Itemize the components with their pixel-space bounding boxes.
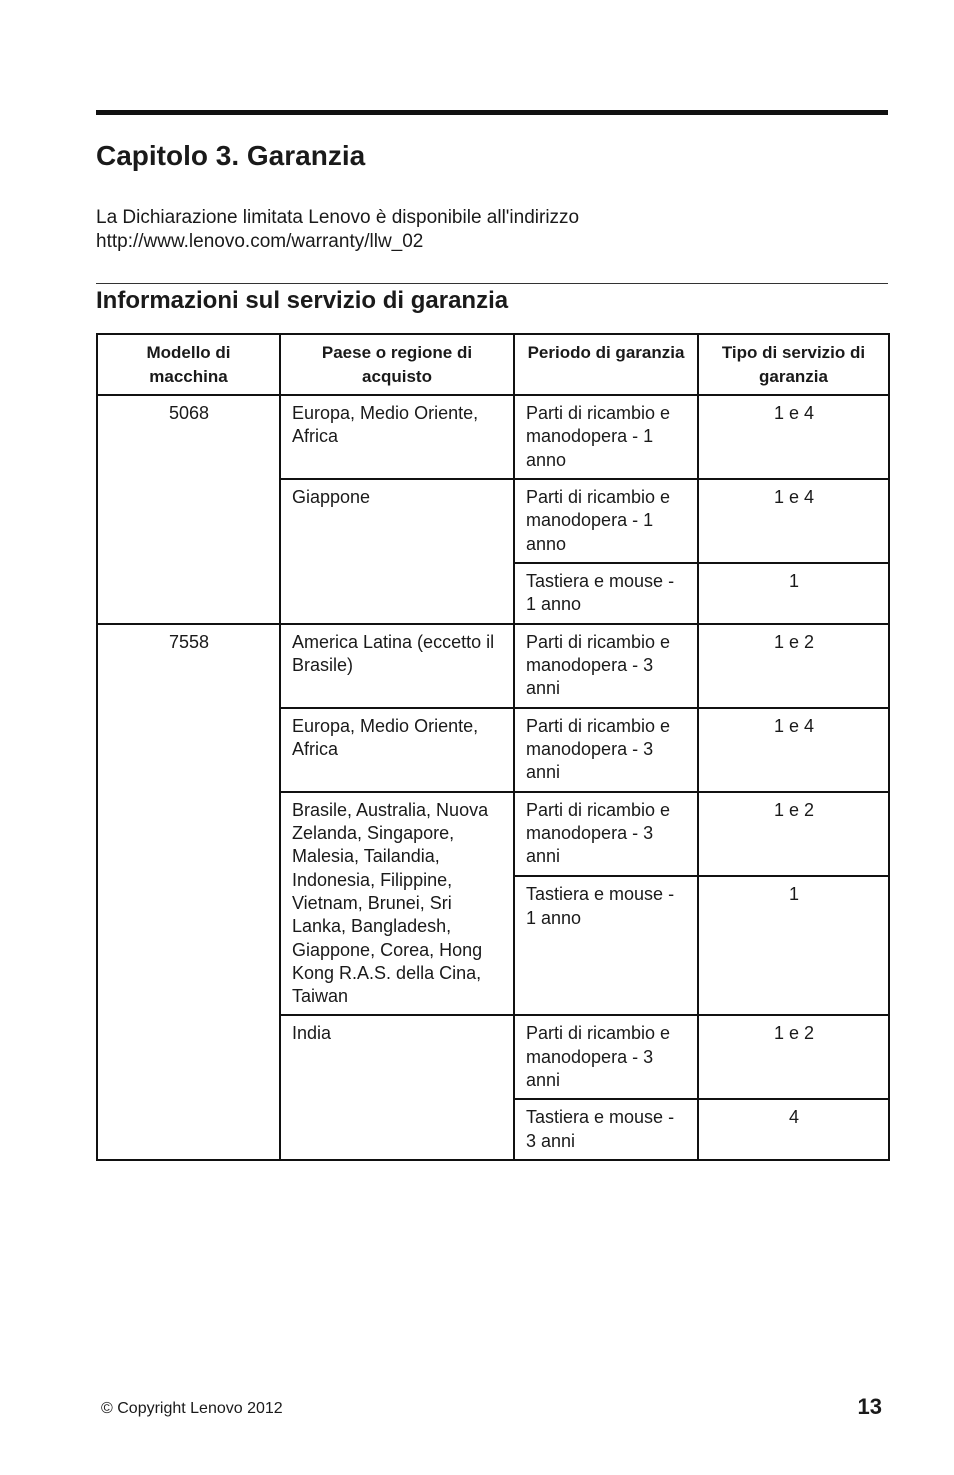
service-type-cell: 4 <box>698 1099 889 1160</box>
table-header-row <box>97 334 889 395</box>
service-type-cell: 1 <box>698 876 889 1015</box>
section-title: Informazioni sul servizio di garanzia <box>96 287 509 314</box>
service-type-cell: 1 e 2 <box>698 624 889 708</box>
intro-line: La Dichiarazione limitata Lenovo è disponibile all'indirizzo <box>96 207 580 228</box>
period-cell: Parti di ricambio e manodopera - 3 anni <box>514 1015 698 1099</box>
service-type-cell: 1 e 4 <box>698 708 889 792</box>
chapter-top-rule <box>96 110 888 115</box>
warranty-url-link[interactable]: http://www.lenovo.com/warranty/llw_02 <box>96 231 424 252</box>
country-cell: Europa, Medio Oriente, Africa <box>280 395 514 479</box>
country-cell: Europa, Medio Oriente, Africa <box>280 708 514 792</box>
country-cell: Giappone <box>280 479 514 624</box>
service-type-cell: 1 <box>698 563 889 624</box>
country-cell: Brasile, Australia, Nuova Zelanda, Singapore, Malesia, Tailandia, Indonesia, Filippine, Vietnam, Brunei, Sri Lanka, Bangladesh, Giappone, Corea, Hong Kong R.A.S. della Cina, Taiwan <box>280 792 514 1016</box>
chapter-title: Capitolo 3. Garanzia <box>96 140 366 171</box>
footer-copyright: © Copyright Lenovo 2012 <box>101 1400 283 1417</box>
period-cell: Parti di ricambio e manodopera - 3 anni <box>514 708 698 792</box>
header-model: Modello di macchina <box>97 334 280 395</box>
period-cell: Parti di ricambio e manodopera - 1 anno <box>514 395 698 479</box>
period-cell: Parti di ricambio e manodopera - 3 anni <box>514 792 698 877</box>
service-type-cell: 1 e 4 <box>698 395 889 479</box>
intro-paragraph <box>96 206 579 254</box>
warranty-table <box>96 333 890 1161</box>
service-type-cell: 1 e 2 <box>698 792 889 877</box>
header-country: Paese o regione di acquisto <box>280 334 514 395</box>
page-number: 13 <box>857 1394 882 1419</box>
header-period: Periodo di garanzia <box>514 334 698 395</box>
country-cell: America Latina (eccetto il Brasile) <box>280 624 514 708</box>
service-type-cell: 1 e 4 <box>698 479 889 563</box>
header-service-type: Tipo di servizio di garanzia <box>698 334 889 395</box>
service-type-cell: 1 e 2 <box>698 1015 889 1099</box>
period-cell: Tastiera e mouse - 3 anni <box>514 1099 698 1160</box>
section-rule <box>96 283 888 284</box>
period-cell: Tastiera e mouse - 1 anno <box>514 563 698 624</box>
table-row <box>97 395 889 479</box>
model-cell: 5068 <box>97 395 280 624</box>
model-cell: 7558 <box>97 624 280 1160</box>
country-cell: India <box>280 1015 514 1160</box>
table-row <box>97 624 889 708</box>
period-cell: Parti di ricambio e manodopera - 3 anni <box>514 624 698 708</box>
period-cell: Parti di ricambio e manodopera - 1 anno <box>514 479 698 563</box>
period-cell: Tastiera e mouse - 1 anno <box>514 876 698 1015</box>
